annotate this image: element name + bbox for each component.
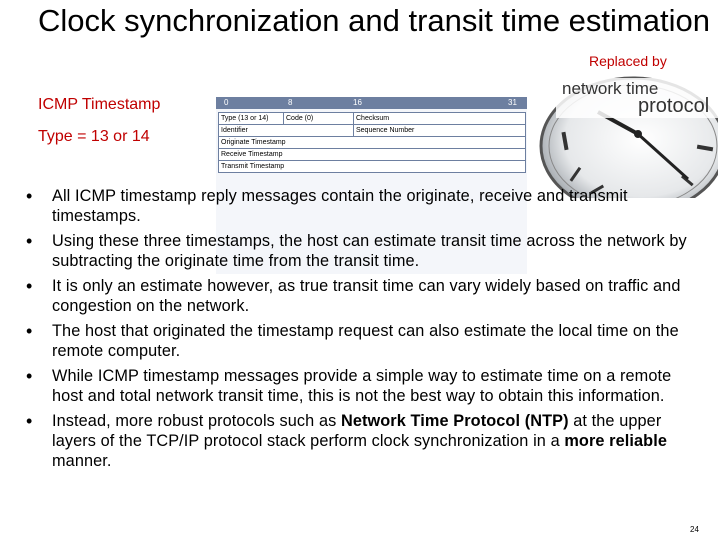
- list-item: [26, 321, 706, 361]
- field-identifier: Identifier: [221, 127, 248, 134]
- bit-label-8: 8: [288, 98, 293, 107]
- bullet-dot-icon: •: [26, 186, 33, 206]
- field-transmit-timestamp: Transmit Timestamp: [221, 163, 285, 170]
- replaced-by-label: Replaced by: [589, 53, 667, 69]
- field-receive-timestamp: Receive Timestamp: [221, 151, 283, 158]
- ntp-clock-logo: [538, 74, 718, 198]
- bullet-dot-icon: •: [26, 411, 33, 431]
- field-originate-timestamp: Originate Timestamp: [221, 139, 286, 146]
- bullet-text: It is only an estimate however, as true transit time can vary widely based on traffic and congestion on the network.: [52, 277, 681, 315]
- bullet-text-3: manner.: [52, 452, 112, 470]
- bit-label-31: 31: [508, 98, 517, 107]
- bullet-text-1: Instead, more robust protocols such as: [52, 412, 341, 430]
- field-type: Type (13 or 14): [221, 115, 269, 122]
- bullet-text: While ICMP timestamp messages provide a simple way to estimate time on a remote host and total network transit time, this is not the best way to obtain this information.: [52, 367, 672, 405]
- list-item: [26, 186, 706, 226]
- bullet-dot-icon: •: [26, 231, 33, 251]
- slide-title: Clock synchronization and transit time estimation: [38, 3, 710, 38]
- bit-label-16: 16: [353, 98, 362, 107]
- field-sequence-number: Sequence Number: [353, 125, 525, 136]
- bullet-dot-icon: •: [26, 366, 33, 386]
- bullet-text: The host that originated the timestamp request can also estimate the local time on the remote computer.: [52, 322, 679, 360]
- header-row-transmit: [218, 160, 526, 173]
- bullet-text-2: at the upper layers of the TCP/IP protocol stack perform clock synchronization in a: [52, 412, 662, 450]
- list-item: [26, 411, 706, 471]
- icmp-type-label: Type = 13 or 14: [38, 128, 150, 145]
- field-checksum: Checksum: [353, 113, 525, 124]
- bullet-text: Using these three timestamps, the host can estimate transit time across the network by subtracting the originate time from the transit time.: [52, 232, 687, 270]
- list-item: [26, 231, 706, 271]
- clock-icon: [538, 74, 718, 198]
- icmp-timestamp-label: ICMP Timestamp: [38, 96, 161, 113]
- ntp-logo-text-2: protocol: [638, 95, 710, 117]
- field-code: Code (0): [283, 113, 353, 124]
- page-number: 24: [690, 525, 699, 534]
- reliable-bold-text: more reliable: [564, 432, 667, 450]
- bullet-text: All ICMP timestamp reply messages contain the originate, receive and transmit timestamps.: [52, 187, 628, 225]
- bit-scale: [216, 97, 527, 109]
- bullet-dot-icon: •: [26, 276, 33, 296]
- bullet-list: [26, 186, 706, 476]
- list-item: [26, 366, 706, 406]
- bit-label-0: 0: [224, 98, 229, 107]
- ntp-bold-text: Network Time Protocol (NTP): [340, 412, 569, 430]
- bullet-dot-icon: •: [26, 321, 33, 341]
- ntp-logo-text-1: network time: [562, 79, 659, 98]
- list-item: [26, 276, 706, 316]
